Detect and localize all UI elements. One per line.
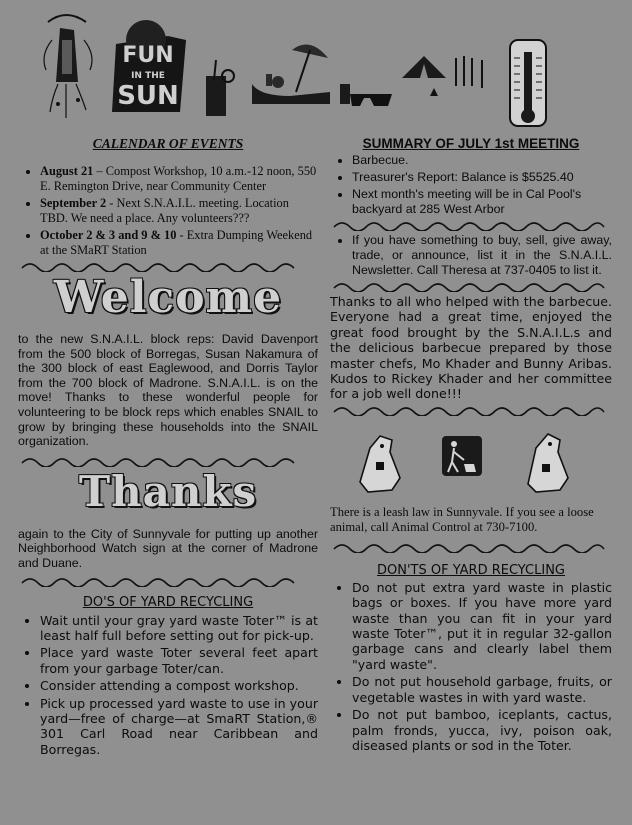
- kite-icon: [44, 15, 92, 118]
- list-item: • Treasurer's Report: Balance is $5525.40: [352, 170, 612, 185]
- list-item: [40, 196, 318, 226]
- list-item: • Next month's meeting will be in Cal Pool's backyard at 285 West Arbor: [352, 187, 612, 217]
- decorative-divider: [18, 575, 308, 587]
- calendar-title: CALENDAR OF EVENTS: [92, 136, 244, 151]
- dog-icon: [528, 434, 568, 492]
- decorative-divider: [330, 541, 610, 553]
- event-text: – Compost Workshop, 10 a.m.-12 noon, 550 E. Remington Drive, near Community Center: [40, 164, 317, 193]
- sunglasses-icon: [340, 84, 392, 106]
- list-item: • Place yard waste Toter several feet apart from your garbage Toter/can.: [40, 645, 318, 676]
- leash-law-sign-icon: [442, 436, 482, 476]
- summary-list: [330, 153, 612, 217]
- leash-law-text: There is a leash law in Sunnyvale. If you see a loose animal, call Animal Control at 730-7100.: [330, 504, 594, 534]
- dog-icon: [360, 436, 400, 492]
- fun-in-the-sun-logo: [112, 20, 186, 112]
- list-item: • Consider attending a compost workshop.: [40, 678, 318, 693]
- newsletter-list: [330, 233, 612, 278]
- event-date: October 2 & 3 and 9 & 10: [40, 228, 177, 242]
- left-column: [18, 136, 318, 759]
- camping-tent-icon: [402, 56, 482, 96]
- thanks-heading: Thanks: [78, 466, 258, 516]
- beach-umbrella-icon: [252, 45, 330, 104]
- dos-title: DO'S OF YARD RECYCLING: [82, 594, 254, 610]
- svg-text:SUN: SUN: [117, 81, 179, 111]
- welcome-heading: Welcome: [53, 272, 283, 323]
- list-item: [40, 228, 318, 258]
- event-date: August 21: [40, 164, 94, 178]
- svg-text:FUN: FUN: [122, 43, 174, 68]
- list-item: [40, 164, 318, 194]
- decorative-divider: [330, 280, 610, 292]
- event-date: September 2: [40, 196, 107, 210]
- event-text: - Extra Dumping Weekend at the SMaRT Station: [40, 228, 313, 257]
- event-text: - Next S.N.A.I.L. meeting. Location TBD. We need a place. Any volunteers???: [40, 196, 289, 225]
- decorative-divider: [330, 219, 610, 231]
- summary-title: SUMMARY OF JULY 1st MEETING: [362, 136, 580, 151]
- welcome-text: to the new S.N.A.I.L. block reps: David Davenport from the 500 block of Borregas, Susan Nakamura of the 300 block of east Eaglewood, and Dorris Taylor from the 700 block of Madrone. S.N.A.I.L. is on the move! Thanks to these wonderful people for volunteering to be block reps which enables SNAIL to grow by bringing these households into the SNAIL organization.: [18, 332, 318, 449]
- right-column: [330, 136, 612, 755]
- decorative-divider: [18, 455, 308, 467]
- donts-title: DON'TS OF YARD RECYCLING: [377, 562, 565, 578]
- list-item: • Pick up processed yard waste to use in your yard—free of charge—at SmaRT Station,® 301 Carl Road near Caribbean and Borregas.: [40, 696, 318, 758]
- svg-text:IN THE: IN THE: [131, 71, 165, 81]
- decorative-divider: [330, 404, 610, 416]
- barbecue-thanks-text: Thanks to all who helped with the barbecue. Everyone had a great time, enjoyed the great food brought by the S.N.A.I.L.s and the delicious barbecue prepared by those master chefs, Mo Khader and Bunny Aribas. Kudos to Rickey Khader and her committee for a job well done!!!: [330, 294, 612, 402]
- list-item: • Do not put bamboo, iceplants, cactus, palm fronds, yucca, ivy, poison oak, diseased plants or sod in the Toter.: [352, 707, 612, 753]
- banner-clipart: [0, 0, 632, 128]
- list-item: • Do not put extra yard waste in plastic bags or boxes. If you have more yard waste than you can fit in your yard waste Toter™, put it in regular 32-gallon garbage cans and clearly label them "yard waste".: [352, 580, 612, 672]
- list-item: • Do not put household garbage, fruits, or vegetable wastes in with yard waste.: [352, 674, 612, 705]
- thanks-text: again to the City of Sunnyvale for putting up another Neighborhood Watch sign at the corner of Madrone and Duane.: [18, 526, 318, 570]
- list-item: • Barbecue.: [352, 153, 612, 168]
- decorative-divider: [18, 260, 308, 272]
- donts-list: [330, 580, 612, 753]
- list-item: • If you have something to buy, sell, give away, trade, or announce, list it in the S.N.A.I.L. Newsletter. Call Theresa at 737-0405 to list it.: [352, 233, 612, 278]
- drink-glass-icon: [206, 60, 234, 116]
- dos-list: [18, 613, 318, 758]
- thermometer-icon: [510, 40, 546, 126]
- calendar-list: [18, 164, 318, 258]
- pets-clipart: [330, 418, 610, 500]
- list-item: • Wait until your gray yard waste Toter™ is at least half full before setting out for pick-up.: [40, 613, 318, 644]
